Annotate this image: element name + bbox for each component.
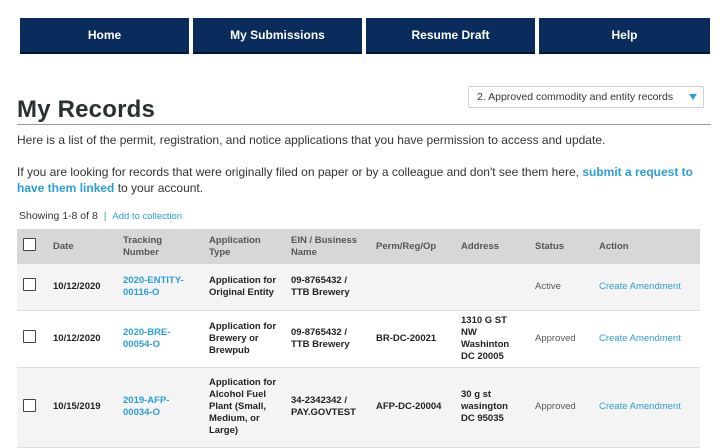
row-checkbox[interactable] (23, 330, 36, 343)
header-ein: EIN / Business Name (291, 234, 357, 258)
cell-type: Application for Alcohol Fuel Plant (Small, Medium, or Large) (209, 377, 277, 436)
create-amendment-link[interactable]: Create Amendment (599, 401, 681, 412)
cell-status: Approved (535, 401, 576, 412)
header-perm: Perm/Reg/Op (376, 240, 437, 252)
cell-type: Application for Brewery or Brewpub (209, 320, 277, 356)
paper-records-suffix: to your account. (117, 181, 204, 195)
cell-perm: BR-DC-20021 (376, 332, 437, 344)
cell-address: 1310 G ST NW Washinton DC 20005 (461, 314, 510, 362)
record-filter-selected: 2. Approved commodity and entity records (477, 91, 674, 103)
cell-tracking-link[interactable]: 2020-BRE-00054-O (123, 326, 171, 350)
link-request-button[interactable]: submit a request to have them linked (17, 165, 693, 195)
cell-status: Active (535, 280, 561, 292)
page-title: My Records (17, 96, 156, 123)
header-action: Action (599, 240, 629, 252)
cell-perm: AFP-DC-20004 (376, 401, 442, 412)
cell-date: 10/12/2020 (53, 332, 101, 344)
cell-date: 10/15/2019 (53, 401, 101, 412)
intro-text: Here is a list of the permit, registration, and notice applications that you have permission to access and update. (17, 133, 606, 147)
nav-resume-draft-button[interactable]: Resume Draft (366, 18, 535, 54)
cell-type: Application for Original Entity (209, 274, 277, 298)
cell-address: 30 g st wasington DC 95035 (461, 389, 508, 424)
nav-home-button[interactable]: Home (20, 18, 189, 54)
table-row (17, 264, 700, 310)
cell-ein: 09-8765432 / TTB Brewery (291, 274, 350, 298)
table-row (17, 367, 700, 447)
cell-address (455, 264, 529, 310)
cell-perm (370, 264, 455, 310)
header-tracking: Tracking Number (123, 234, 163, 258)
results-count-bar (19, 210, 182, 222)
header-type: Application Type (209, 234, 261, 258)
record-filter-dropdown[interactable] (468, 86, 704, 108)
separator: | (103, 210, 107, 222)
nav-my-submissions-button[interactable]: My Submissions (193, 18, 362, 54)
header-status: Status (535, 240, 565, 252)
select-all-checkbox[interactable] (23, 238, 36, 251)
table-row (17, 310, 700, 367)
header-select-all[interactable] (17, 229, 47, 264)
create-amendment-link[interactable]: Create Amendment (599, 280, 681, 292)
cell-date: 10/12/2020 (53, 280, 101, 292)
cell-ein: 09-8765432 / TTB Brewery (291, 326, 350, 350)
create-amendment-link[interactable]: Create Amendment (599, 332, 681, 344)
header-date: Date (53, 240, 74, 252)
row-checkbox[interactable] (23, 399, 36, 412)
paper-records-prefix: If you are looking for records that were originally filed on paper or by a colleague and don't see them here, (17, 165, 579, 179)
top-nav (20, 18, 710, 54)
title-divider (17, 124, 711, 125)
row-checkbox[interactable] (23, 278, 36, 291)
cell-tracking-link[interactable]: 2019-AFP-00034-O (123, 395, 170, 418)
results-count: Showing 1-8 of 8 (19, 210, 98, 222)
paper-records-text (17, 164, 707, 196)
cell-tracking-link[interactable]: 2020-ENTITY-00116-O (123, 274, 184, 298)
add-to-collection-link[interactable]: Add to collection (112, 211, 183, 222)
table-header-row (17, 229, 700, 264)
caret-down-icon (689, 94, 697, 100)
records-table (17, 229, 700, 448)
cell-ein: 34-2342342 / PAY.GOVTEST (291, 395, 356, 418)
nav-help-button[interactable]: Help (539, 18, 710, 54)
cell-status: Approved (535, 332, 576, 344)
header-address: Address (461, 240, 500, 252)
